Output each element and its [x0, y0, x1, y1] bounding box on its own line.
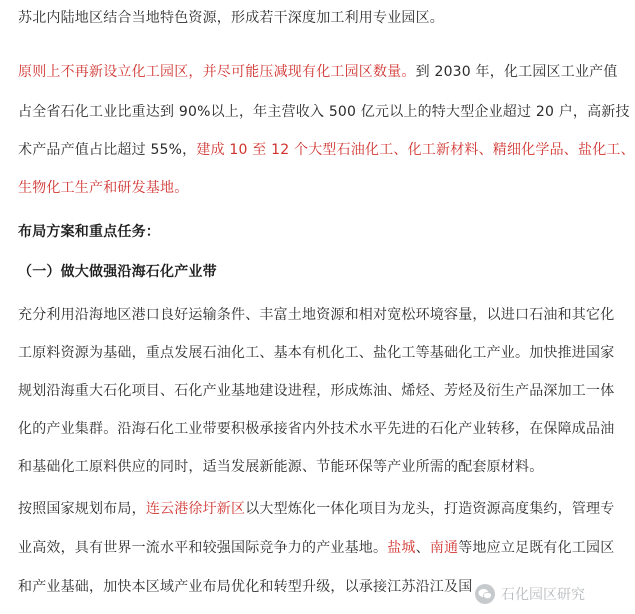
- paragraph-3-line-2: [18, 343, 614, 363]
- paragraph-3-line-3: [18, 381, 614, 401]
- paragraph-2-line-4: [18, 178, 188, 198]
- highlight-text: 原则上不再新设立化工园区，并尽可能压减现有化工园区数量。: [18, 64, 416, 80]
- body-text: 到 2030 年，化工园区工业产值: [415, 64, 618, 80]
- paragraph-1: [18, 8, 444, 28]
- body-text: 等地应立足既有化工园区: [458, 540, 615, 556]
- paragraph-4-line-2: [18, 538, 614, 558]
- body-text: 按照国家规划布局，: [18, 501, 146, 517]
- body-text: 业高效，具有世界一流水平和较强国际竞争力的产业基地。: [18, 540, 388, 556]
- body-text: 和基础化工原料供应的同时，适当发展新能源、节能环保等产业所需的配套原材料。: [18, 459, 544, 475]
- body-text: 充分利用沿海地区港口良好运输条件、丰富土地资源和相对宽松环境容量，以进口石油和其它化: [18, 307, 615, 323]
- section-subheading: [18, 262, 217, 282]
- paragraph-4-line-1: [18, 499, 614, 519]
- paragraph-4-line-3: [18, 577, 472, 597]
- highlight-text: 生物化工生产和研发基地。: [18, 180, 189, 196]
- body-text: 工原料资源为基础，重点发展石油化工、基本有机化工、盐化工等基础化工产业。加快推进国家: [18, 345, 615, 361]
- body-text: 和产业基础，加快本区域产业布局优化和转型升级，以承接江苏沿江及国: [18, 579, 473, 595]
- paragraph-1-text: 苏北内陆地区结合当地特色资源，形成若干深度加工利用专业园区。: [18, 10, 444, 26]
- paragraph-3-line-4: [18, 419, 614, 439]
- section-heading-text: 布局方案和重点任务：: [18, 224, 160, 240]
- paragraph-2-line-2: [18, 102, 630, 122]
- wechat-logo-icon: [475, 584, 495, 604]
- paragraph-3-line-5: [18, 457, 543, 477]
- paragraph-2-line-1: [18, 62, 618, 82]
- highlight-text: 连云港徐圩新区: [145, 501, 246, 517]
- body-text: 术产品产值占比超过 55%，: [18, 142, 197, 158]
- paragraph-2-line-3: [18, 140, 635, 160]
- highlight-text: 建成 10 至 12 个大型石油化工、化工新材料、精细化学品、盐化工、: [196, 142, 635, 158]
- body-text: 占全省石化工业比重达到 90%以上，年主营收入 500 亿元以上的特大型企业超过 20 户，高新技: [18, 104, 630, 120]
- watermark: [475, 584, 585, 604]
- body-text: 化的产业集群。沿海石化工业带要积极承接省内外技术水平先进的石化产业转移，在保障成品油: [18, 421, 615, 437]
- body-text: 规划沿海重大石化项目、石化产业基地建设进程，形成炼油、烯烃、芳烃及衍生产品深加工一体: [18, 383, 615, 399]
- highlight-text: 盐城: [387, 540, 416, 556]
- section-heading: [18, 222, 160, 242]
- highlight-text: 南通: [429, 540, 459, 556]
- section-subheading-text: （一）做大做强沿海石化产业带: [18, 264, 217, 280]
- paragraph-3-line-1: [18, 305, 614, 325]
- watermark-text: 石化园区研究: [501, 587, 585, 603]
- body-text: 以大型炼化一体化项目为龙头，打造资源高度集约，管理专: [245, 501, 615, 517]
- body-text: 、: [415, 540, 430, 556]
